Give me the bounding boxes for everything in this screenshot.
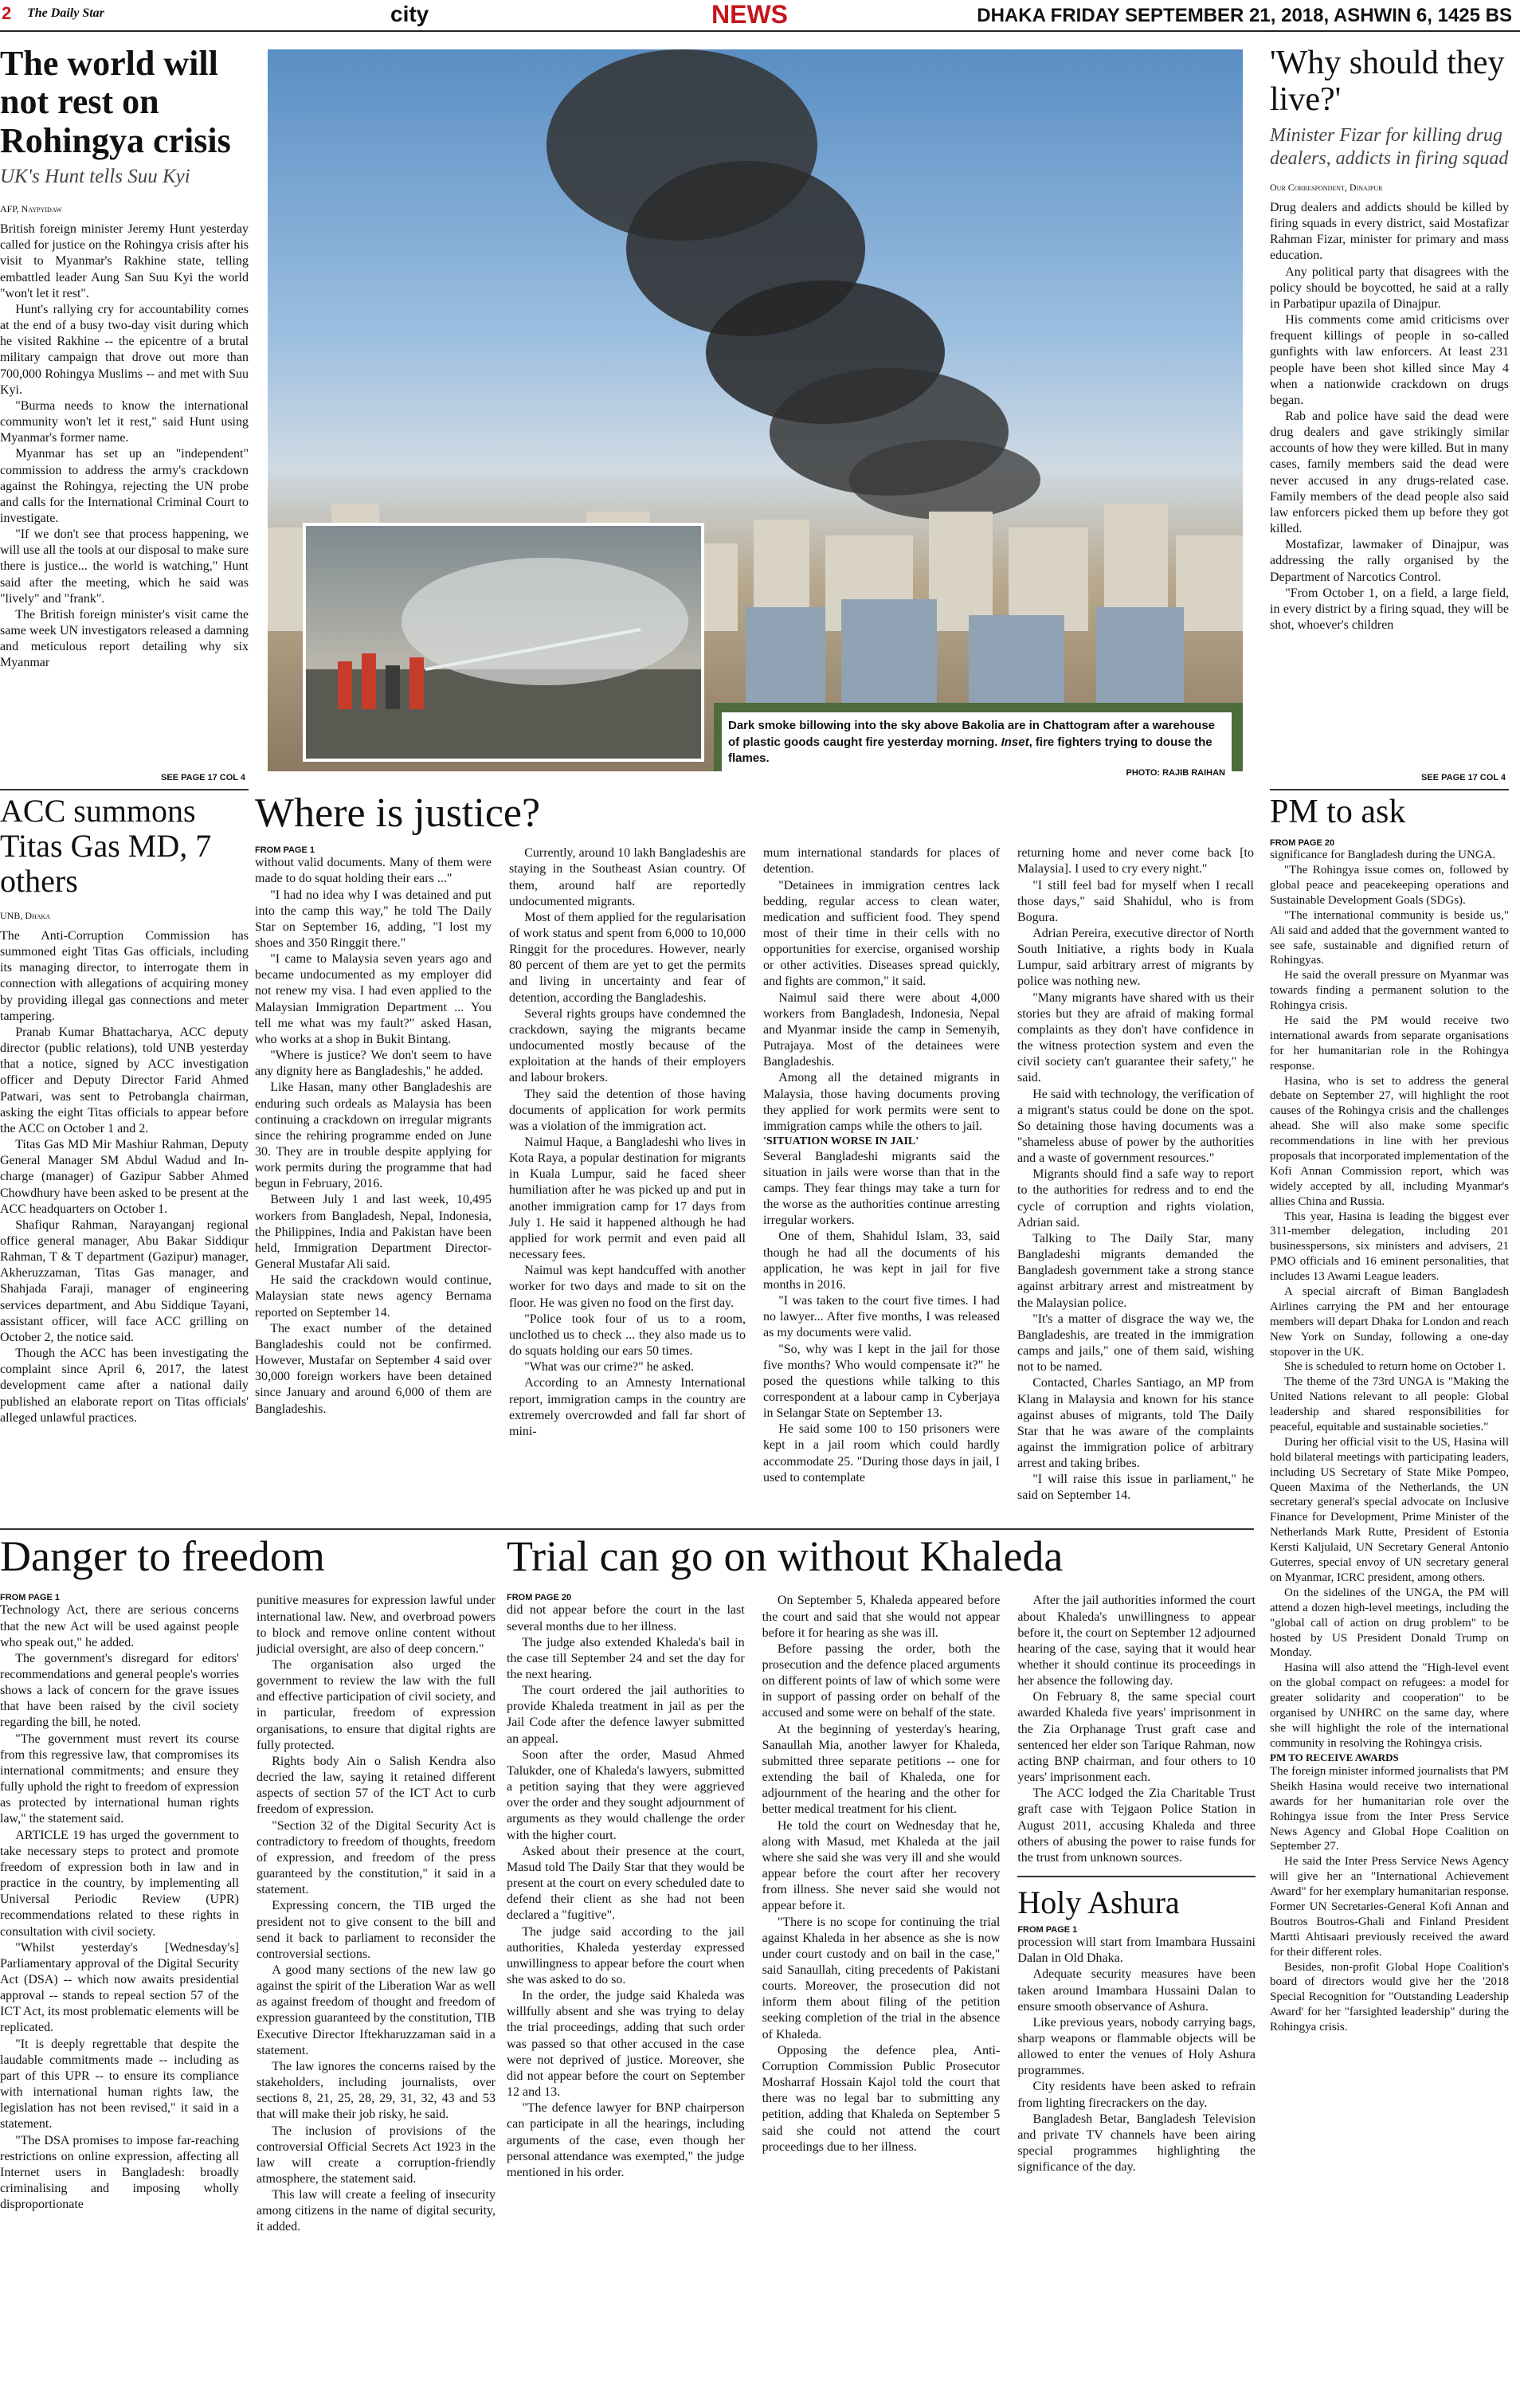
paragraph: Technology Act, there are serious concerns that the new Act will be used against people who speak out," he added. [0, 1603, 239, 1649]
paragraph: Drug dealers and addicts should be killed by firing squads in every district, said Mostafizar Rahman Fizar, minister for primary and mass education. [1270, 200, 1509, 263]
paragraph: "Detainees in immigration centres lack bedding, regular access to clean water, medication and sufficient food. They spend most of their time in their cells with no opportunities for exercise, organised worship or other activities. Diseases spread quickly, and fights are common," it said. [763, 878, 1000, 989]
deck: UK's Hunt tells Suu Kyi [0, 166, 190, 188]
paragraph: The theme of the 73rd UNGA is "Making the United Nations relevant to all people: Global leadership and shared responsibilities for peaceful, equitable and sustainable societies." [1270, 1375, 1509, 1434]
column-2 [509, 845, 746, 1504]
headline: Where is justice? [255, 790, 541, 836]
paragraph: Though the ACC has been investigating the complaint since April 6, 2017, the latest development came after a national daily published an elaborate report on Titas officials' alleged unlawful practices. [0, 1347, 249, 1425]
article-holy-ashura [1017, 1876, 1256, 2175]
paragraph: Hasina, who is set to address the general debate on September 27, will highlight the root causes of the Rohingya crisis and the challenges ahead. She will also make some specific recommendations in line with her previous proposals that incorporated implementation of the Kofi Annan Commission report, which was widely accepted by all, including Myanmar's allies China and Russia. [1270, 1074, 1509, 1208]
divider [0, 1528, 1254, 1530]
column-3 [763, 845, 1000, 1504]
paragraph: After the jail authorities informed the court about Khaleda's unwillingness to appear before it, the court on September 12 adjourned hearing of the case, saying that it would hear whether it should continue its proceedings in her absence the following day. [1017, 1594, 1256, 1688]
photo-caption [722, 712, 1232, 778]
paragraph: Like previous years, nobody carrying bags, sharp weapons or flammable objects will be allowed to enter the venues of Holy Ashura programmes. [1017, 2015, 1256, 2078]
paragraph: The ACC lodged the Zia Charitable Trust graft case with Tejgaon Police Station in August 2011, accusing Khaleda and three others of abusing the power to raise funds for the trust from unknown sources. [1017, 1786, 1256, 1865]
article-body-2 [1270, 1764, 1509, 2035]
paragraph: Shafiqur Rahman, Narayanganj regional office general manager, Abu Bakar Siddiqur Rahman, T & T department (Gazipur) manager, Akheruzzaman, Titas Gas manager, and Shahjada Faraji, manager of engineering services department, and Abu Siddique Tayani, assistant officer, will face ACC grilling on October 2, the notice said. [0, 1218, 249, 1344]
headline: PM to ask [1270, 794, 1406, 830]
paragraph: Currently, around 10 lakh Bangladeshis are staying in the Southeast Asian country. Of them, around half are reportedly undocumented migrants. [509, 846, 746, 908]
paragraph: Expressing concern, the TIB urged the president not to give consent to the bill and send it back to parliament to reconsider the controversial sections. [257, 1899, 496, 1961]
paragraph: During her official visit to the US, Hasina will hold bilateral meetings with participating leaders, including US Secretary of State Mike Pompeo, Queen Maxima of the Netherlands, the UN secretary general's special advocate on Inclusive Finance for Development, Prime Minister of the Netherlands Mark Rutte, President of Estonia Kersti Kaljulaid, UN Secretary General Antonio Guterres, special envoy of UN secretary general on Myanmar, ICRC president, among others. [1270, 1435, 1509, 1584]
paragraph: Adequate security measures have been taken around Imambara Hussaini Dalan to ensure smooth observance of Ashura. [1017, 1967, 1256, 2014]
paragraph: At the beginning of yesterday's hearing, Sanaullah Mia, another lawyer for Khaleda, submitted three separate petitions -- one for extending the bail of Khaleda, one for adjournment of the hearing and the other for better medical treatment for his client. [762, 1722, 1001, 1817]
paragraph: Opposing the defence plea, Anti-Corruption Commission Public Prosecutor Mosharraf Hossain Kajol told the court that there was no legal bar to submitting any petition, adding that Khaleda on September 5 said she could not attend the court proceedings due to her illness. [762, 2043, 1001, 2154]
paragraph: This law will create a feeling of insecurity among citizens in the name of digital security, it added. [257, 2188, 496, 2234]
paragraph: The foreign minister informed journalists that PM Sheikh Hasina would receive two international awards for her humanitarian role over the Rohingya issue from the Inter Press Service News Agency and Global Hope Coalition on September 27. [1270, 1765, 1509, 1853]
paragraph: British foreign minister Jeremy Hunt yesterday called for justice on the Rohingya crisis after his visit to Myanmar's Rakhine state, telling embattled leader Aung San Suu Kyi the world "won't let it rest". [0, 222, 249, 300]
paragraph: Before passing the order, both the prosecution and the defence placed arguments on different points of law of which some were in support of passing order on behalf of the accused and some were on behalf of the state. [762, 1641, 1001, 1720]
caption-text: Dark smoke billowing into the sky above Bakolia are in Chattogram after a warehouse of plastic goods caught fire yesterday morning. [728, 719, 1216, 749]
paragraph: ARTICLE 19 has urged the government to take necessary steps to protect and promote freedom of expression both in law and in practice in the country, by implementing all Universal Periodic Review (UPR) recommendations related to these rights in consultation with civil society. [0, 1828, 239, 1939]
paragraph: The court ordered the jail authorities to provide Khaleda treatment in jail as per the Jail Code after the defence lawyer submitted an appeal. [507, 1684, 745, 1746]
divider [0, 789, 249, 790]
paragraph: According to an Amnesty International report, immigration camps in the country are extremely overcrowded and fall far short of mini- [509, 1376, 746, 1438]
article-body [1017, 1935, 1256, 2175]
paragraph: She is scheduled to return home on October 1. [1284, 1360, 1506, 1374]
article-body [0, 928, 249, 1426]
headline: Holy Ashura [1017, 1884, 1180, 1921]
paragraph: Most of them applied for the regularisation of work status and spent from 6,000 to 10,000 Ringgit for the procedures. However, nearly 80 percent of them are yet to get the permits and living in uncertainty and fear of detention, according the Bangladeshis. [509, 910, 746, 1005]
headline: 'Why should they live?' [1270, 45, 1505, 119]
paragraph: Asked about their presence at the court, Masud told The Daily Star that they would be present at the court on every scheduled date to defend their client as she had not been declared a "fugitive". [507, 1844, 745, 1923]
paragraph: The law ignores the concerns raised by the stakeholders, including journalists, over sections 8, 21, 25, 28, 29, 31, 32, 43 and 53 that will make their job risky, he said. [257, 2059, 496, 2122]
paragraph: The exact number of the detained Bangladeshis could not be confirmed. However, Mustafar on September 4 said over 30,000 foreign workers have been detained since January and around 6,000 of them are Bangladeshis. [255, 1321, 492, 1416]
byline: Our Correspondent, Dinajpur [1270, 181, 1383, 193]
headline: Danger to freedom [0, 1532, 325, 1580]
article-body [1270, 200, 1509, 633]
page-number: 2 [2, 3, 12, 23]
deck: Minister Fizar for killing drug dealers, addicts in firing squad [1270, 125, 1509, 170]
paragraph: "I had no idea why I was detained and put into the camp this way," he told The Daily Star on September 16, adding, "I lost my shoes and 350 Ringgit there." [255, 888, 492, 950]
column-1 [0, 1593, 239, 2235]
firefighters-image [306, 526, 701, 759]
jump-from: FROM PAGE 20 [507, 1593, 572, 1603]
paragraph: He said the overall pressure on Myanmar was towards finding a permanent solution to the Rohingya crisis. [1270, 969, 1509, 1013]
column-1 [255, 845, 492, 1504]
paragraph: "I came to Malaysia seven years ago and became undocumented as my employer did not renew my visa. I had even applied to the Malaysian Immigration Department ... You tell me what was my fault?" asked Hasan, who works at a shop in Bukit Bintang. [255, 952, 492, 1046]
jump-from: FROM PAGE 20 [1270, 838, 1335, 849]
paragraph: Several Bangladeshi migrants said the situation in jails were worse than that in the camps. They fear things may take a turn for the worse as the authorities continue arresting irregular workers. [763, 1149, 1000, 1228]
paragraph: The inclusion of provisions of the controversial Official Secrets Act 1923 in the law will create a corruption-friendly atmosphere, the statement said. [257, 2124, 496, 2186]
paragraph: City residents have been asked to refrain from lighting firecrackers on the day. [1017, 2080, 1256, 2110]
article-pm-to-ask [1270, 794, 1509, 2408]
column-3 [1017, 1593, 1256, 2181]
paragraph: Soon after the order, Masud Ahmed Talukder, one of Khaleda's lawyers, submitted a petition saying that they were aggrieved over the order and they sought adjournment of arguments as they would challenge the order with the higher court. [507, 1747, 745, 1842]
paragraph: Several rights groups have condemned the crackdown, saying the migrants became undocumented mostly because of the exploitation at the hands of their employers and labour brokers. [509, 1006, 746, 1085]
paragraph: significance for Bangladesh during the UNGA. [1270, 849, 1496, 862]
article-rohingya [0, 45, 249, 786]
paragraph: "There is no scope for continuing the trial against Khaleda in her absence as she is now under court custody and on bail in the case," said Sanaullah, citing precedents of Pakistani courts. Moreover, the prosecution did not inform them about filing of the petition seeking completion of the trial in the absence of Khaleda. [762, 1915, 1001, 2041]
paragraph: In the order, the judge said Khaleda was willfully absent and she was trying to delay the trial proceedings, adding that such order was passed so that other accused in the case were not deprived of justice. Moreover, she did not appear before the court on September 12 and 13. [507, 1989, 745, 2100]
jump-from: FROM PAGE 1 [0, 1593, 60, 1603]
paragraph: Contacted, Charles Santiago, an MP from Klang in Malaysia and known for his stance against abuses of migrants, told The Daily Star that he was aware of the complaints against the immigration police of arbitrary arrest and taking bribes. [1017, 1376, 1254, 1471]
column-2 [762, 1593, 1001, 2181]
paragraph: "The DSA promises to impose far-reaching restrictions on online expression, affecting all Internet users in Bangladesh: broadly criminalising and imposing wholly disproportionate [0, 2133, 239, 2212]
jump-from: FROM PAGE 1 [255, 845, 315, 856]
paragraph: Titas Gas MD Mir Mashiur Rahman, Deputy General Manager SM Abdul Wadud and In-charge (manager) of Gazipur Sabber Ahmed Chowdhury have been asked to be present at the ACC headquarters on October 1. [0, 1138, 249, 1216]
headline: Trial can go on without Khaleda [507, 1532, 1064, 1580]
see-page: SEE PAGE 17 COL 4 [1421, 773, 1506, 782]
paragraph: On February 8, the same special court awarded Khaleda five years' imprisonment in the Zia Orphanage Trust graft case and sentenced her elder son Tarique Rahman, now acting BNP chairman, and four others to 10 years' imprisonment each. [1017, 1690, 1256, 1785]
jump-from: FROM PAGE 1 [1017, 1925, 1078, 1935]
paragraph: Hasina will also attend the "High-level event on the global compact on refugees: a model for greater solidarity and cooperation" to be organised by UNHRC on the same day, where she will highlight the role of the international community in resolving the Rohingya crisis. [1270, 1661, 1509, 1750]
paragraph: On the sidelines of the UNGA, the PM will attend a dozen high-level meetings, including the "global call of action on drug problem" to be hosted by US President Donald Trump on Monday. [1270, 1586, 1509, 1660]
paragraph: The British foreign minister's visit came the same week UN investigators released a damning and meticulous report detailing why six Myanmar [0, 607, 249, 670]
paragraph: The Anti-Corruption Commission has summoned eight Titas Gas officials, including its managing director, to interrogate them in connection with allegations of acquiring money by providing illegal gas connections and meter tampering. [0, 929, 249, 1023]
article-trial-khaleda [507, 1533, 1256, 2408]
caption-inset: Inset [1001, 735, 1029, 749]
fire-photo [268, 49, 1243, 778]
article-danger-to-freedom [0, 1533, 496, 2408]
section-name: city [390, 2, 429, 26]
caption-text-2: , fire fighters trying to douse the flames. [728, 735, 1212, 765]
paragraph: punitive measures for expression lawful under international law. New, and overbroad powers to block and remove online content without judicial oversight, are also of deep concern." [257, 1594, 496, 1656]
paragraph: His comments come amid criticisms over frequent killings of people in so-called gunfights with law enforcers. At least 231 people have been shot killed since May 4 when a nationwide crackdown on drugs began. [1270, 313, 1509, 407]
paragraph: "Section 32 of the Digital Security Act is contradictory to freedom of thoughts, freedom of expression, and freedom of the press guaranteed by the constitution," it said in a statement. [257, 1818, 496, 1897]
paragraph: Myanmar has set up an "independent" commission to address the army's crackdown against the Rohingya, rejecting the UN probe and calls for the International Criminal Court to investigate. [0, 447, 249, 525]
paragraph: Mostafizar, lawmaker of Dinajpur, was addressing the rally organised by the Department of Narcotics Control. [1270, 538, 1509, 584]
divider [1270, 789, 1509, 790]
paragraph: He said the Inter Press Service News Agency will give her an "International Achievement Award" for her exemplary humanitarian response. Former UN Secretaries-General Kofi Annan and Boutros Boutros-Ghali and Finland President Martti Ahtisaari previously received the award for their different roles. [1270, 1855, 1509, 1959]
paragraph: "The government must revert its course from this regressive law, that compromises its international commitments; and ensure they fully uphold the right to freedom of expression as protected by international human rights law," the statement said. [0, 1731, 239, 1826]
paragraph: On September 5, Khaleda appeared before the court and said that she would not appear before it for hearing as she was ill. [762, 1594, 1001, 1640]
paragraph: The judge said according to the jail authorities, Khaleda yesterday expressed unwillingness to appear before the court when she was asked to do so. [507, 1924, 745, 1986]
subhead: PM TO RECEIVE AWARDS [1270, 1751, 1399, 1763]
column-2 [257, 1593, 496, 2235]
paragraph: He said some 100 to 150 prisoners were kept in a jail room which could hardly accommodate 25. "During those days in jail, I used to contemplate [763, 1422, 1000, 1484]
paragraph: Talking to The Daily Star, many Bangladeshi migrants demanded the Bangladesh government take a strong stance against arbitrary arrest and mistreatment by the Malaysian police. [1017, 1231, 1254, 1310]
paragraph: "I was taken to the court five times. I had no lawyer... After five months, I was released as my documents were valid. [763, 1294, 1000, 1340]
paragraph: He said the PM would receive two international awards from separate organisations for her humanitarian role in the Rohingya response. [1270, 1014, 1509, 1073]
paragraph: Bangladesh Betar, Bangladesh Television and private TV channels have been airing special programmes highlighting the significance of the day. [1017, 2112, 1256, 2175]
paragraph: Like Hasan, many other Bangladeshis are enduring such ordeals as Malaysia has been continuing a crackdown on irregular migrants since the rehiring programme ended on June 30. They are in trouble despite applying for work permits during the programme that had begun in February, 2016. [255, 1080, 492, 1191]
byline: UNB, Dhaka [0, 910, 51, 921]
headline: ACC summons Titas Gas MD, 7 others [0, 793, 212, 899]
paragraph: Adrian Pereira, executive director of North South Initiative, a rights body in Kuala Lumpur, said arbitrary arrest of migrants by police was nothing new. [1017, 926, 1254, 989]
paragraph: "Whilst yesterday's [Wednesday's] Parliamentary approval of the Digital Security Act (DSA) -- which now awaits presidential approval -- stands to repeal section 57 of the ICT Act, its most problematic elements will be replicated. [0, 1940, 239, 2035]
paragraph: He said with technology, the verification of a migrant's status could be done on the spot. So detaining those having documents was a "shameless abuse of power by the authorities and a waste of government resources." [1017, 1087, 1254, 1166]
paragraph: "Police took four of us to a room, unclothed us to check ... they also made us to do squats holding our ears 50 times. [509, 1312, 746, 1359]
paragraph: without valid documents. Many of them were made to do squat holding their ears ..." [255, 856, 492, 886]
byline: AFP, Naypyidaw [0, 203, 62, 215]
paragraph: Naimul Haque, a Bangladeshi who lives in Kota Raya, a popular destination for migrants in Kuala Lumpur, said he faced sheer humiliation after he was picked up and put in another immigration camp for 17 days from July 1. He said it happened although he had applied for work permit and even paid all necessary fees. [509, 1135, 746, 1262]
paragraph: did not appear before the court in the last several months due to her illness. [507, 1603, 745, 1633]
article-firing-squad [1270, 45, 1509, 786]
paragraph: One of them, Shahidul Islam, 33, said though he had all the documents of his application, he was kept in jail for five months in 2016. [763, 1229, 1000, 1292]
inset-photo [303, 523, 704, 762]
paragraph: "The Rohingya issue comes on, followed by global peace and peacekeeping operations and Sustainable Development Goals (SDGs). [1270, 864, 1509, 907]
paragraph: Naimul was kept handcuffed with another worker for two days and made to sit on the floor. He was given no food on the first day. [509, 1264, 746, 1310]
paragraph: A special aircraft of Biman Bangladesh Airlines carrying the PM and her entourage members will depart Dhaka for London and reach New York on Sunday, following a one-day stopover in the UK. [1270, 1285, 1509, 1359]
paragraph: The judge also extended Khaleda's bail in the case till September 24 and set the day for the next hearing. [507, 1635, 745, 1682]
paragraph: "The international community is beside us," Ali said and added that the government wanted to see safe, sustainable and dignified return of Rohingyas. [1270, 908, 1509, 967]
paragraph: "From October 1, on a field, a large field, in every district by a firing squad, they will be shot, whoever's children [1270, 586, 1509, 633]
subhead: 'SITUATION WORSE IN JAIL' [763, 1135, 919, 1147]
headline: The world will not rest on Rohingya crisis [0, 44, 231, 160]
paragraph: He said the crackdown would continue, Malaysian state news agency Bernama reported on September 14. [255, 1273, 492, 1320]
paragraph: "It is deeply regrettable that despite the laudable commitments made -- including as part of this UPR -- to ensure its compliance with international human rights law, the legislation has not been revised," it said in a statement. [0, 2037, 239, 2132]
paragraph: "Burma needs to know the international community won't let it rest," said Hunt using Myanmar's former name. [0, 398, 249, 445]
paragraph: The government's disregard for editors' recommendations and general people's worries shows a lack of concern for the grave issues that have been raised by the civil society regarding the bill, he noted. [0, 1651, 239, 1730]
masthead [0, 0, 1520, 32]
paragraph: Among all the detained migrants in Malaysia, those having documents proving they applied for work permits were sent to immigration camps while the others to jail. [763, 1071, 1000, 1133]
paragraph: Between July 1 and last week, 10,495 workers from Bangladesh, Nepal, Indonesia, the Philippines, India and Pakistan have been held, Immigration Department Director-General Mustafar Ali said. [255, 1193, 492, 1272]
paragraph: "If we don't see that process happening, we will use all the tools at our disposal to make sure there is justice... the world is watching," Hunt said after the meeting, which he said was "lively" and "frank". [0, 527, 249, 606]
paragraph: "What was our crime?" he asked. [524, 1360, 695, 1375]
paragraph: Besides, non-profit Global Hope Coalition's board of directors would give her the '2018 Special Recognition for "Outstanding Leadership Award' for her "farsighted leadership" during the Rohingya crisis. [1270, 1960, 1509, 2034]
article-body [0, 222, 249, 671]
paragraph: procession will start from Imambara Hussaini Dalan in Old Dhaka. [1017, 1935, 1256, 1966]
paragraph: Naimul said there were about 4,000 workers from Bangladesh, Indonesia, Nepal and Myanmar inside the camp in Semenyih, Putrajaya. Most of the detainees were Bangladeshis. [763, 990, 1000, 1069]
paragraph: "So, why was I kept in the jail for those five months? Who would compensate it?" he posed the questions while talking to this correspondent at a labour camp in Cyberjaya in Selangar State on September 13. [763, 1342, 1000, 1421]
paragraph: "I still feel bad for myself when I recall those days," said Shahidul, who is from Bogura. [1017, 878, 1254, 924]
paragraph: This year, Hasina is leading the biggest ever 311-member delegation, including 201 businesspersons, six ministers and advisers, 21 PMO officials and 16 eminent personalities, that includes 13 Awami League leaders. [1270, 1210, 1509, 1284]
paragraph: Hunt's rallying cry for accountability comes at the end of a busy two-day visit during which he visited Rakhine -- the epicentre of a brutal military campaign that drove out more than 700,000 Rohingya Muslims -- and met with Suu Kyi. [0, 302, 249, 397]
paragraph: A good many sections of the new law go against the spirit of the Liberation War as well as against freedom of thought and freedom of expression guaranteed by the constitution, TIB Executive Director Iftekharuzzaman said in a statement. [257, 1963, 496, 2057]
paragraph: Rab and police have said the dead were drug dealers and gave strikingly similar accounts of how they were killed. But in many cases, family members said the dead were never accused in any drugs-related case. Family members of the dead people also said law enforcers picked them up before they got killed. [1270, 410, 1509, 536]
paragraph: Any political party that disagrees with the policy should be boycotted, he said at a rally in Parbatipur upazila of Dinajpur. [1270, 265, 1509, 311]
paragraph: Rights body Ain o Salish Kendra also decried the law, saying it retained different aspects of section 57 of the ICT Act to curb freedom of expression. [257, 1754, 496, 1817]
paragraph: "Many migrants have shared with us their stories but they are afraid of making formal complaints as they don't have confidence in the witness protection system and even the civil society can't guarantee their safety," he said. [1017, 990, 1254, 1085]
see-page: SEE PAGE 17 COL 4 [161, 773, 245, 782]
paper-name: The Daily Star [27, 6, 104, 20]
paragraph: The organisation also urged the government to review the law with the full and effective participation of civil society, and in particular, freedom of expression organisations, to ensure that digital rights are fully protected. [257, 1658, 496, 1752]
paragraph: Migrants should find a safe way to report to the authorities for redress and to end the cycle of corruption and rights violation, Adrian said. [1017, 1167, 1254, 1229]
paragraph: They said the detention of those having documents of application for work permits was a violation of the immigration act. [509, 1087, 746, 1133]
column-4 [1017, 845, 1254, 1504]
photo-credit: PHOTO: RAJIB RAIHAN [1126, 767, 1225, 778]
paragraph: returning home and never come back [to Malaysia]. I used to cry every night." [1017, 846, 1254, 877]
paragraph: mum international standards for places of detention. [763, 846, 1000, 877]
paragraph: "Where is justice? We don't seem to have any dignity here as Bangladeshis," he added. [255, 1049, 492, 1079]
issue-date: DHAKA FRIDAY SEPTEMBER 21, 2018, ASHWIN 6, 1425 BS [977, 5, 1512, 26]
paragraph: "I will raise this issue in parliament," he said on September 14. [1017, 1473, 1254, 1503]
paragraph: "It's a matter of disgrace the way we, the Bangladeshis, are treated in the immigration camps and jails," one of them said, wishing not to be named. [1017, 1312, 1254, 1375]
paragraph: He told the court on Wednesday that he, along with Masud, met Khaleda at the jail where she said she was very ill and she would appear before the court after her recovery from illness. She never said she would not appear before it. [762, 1818, 1001, 1913]
article-acc [0, 794, 249, 1605]
paragraph: Pranab Kumar Bhattacharya, ACC deputy director (public relations), told UNB yesterday that a notice, signed by ACC investigation officer and Deputy Director Farid Ahmed Patwari, was sent to Petrobangla chairman, asking the eight Titas officials to appear before the ACC on October 1 and 2. [0, 1025, 249, 1135]
column-1 [507, 1593, 745, 2181]
paragraph: "The defence lawyer for BNP chairperson can participate in all the hearings, including arguments of the case, even though her personal attendance was exempted," the judge mentioned in his order. [507, 2101, 745, 2179]
article-body [1270, 848, 1509, 1751]
article-justice [255, 790, 1254, 1524]
news-label: NEWS [711, 0, 788, 29]
